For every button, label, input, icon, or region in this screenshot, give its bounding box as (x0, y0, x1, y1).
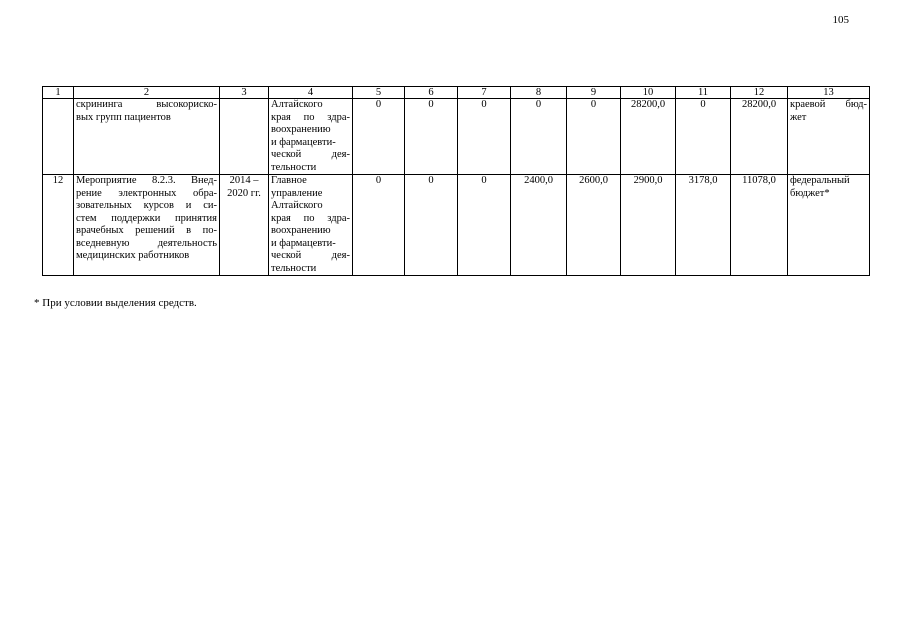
header-cell: 2 (74, 87, 220, 99)
event-name-cell (74, 175, 220, 276)
header-cell: 6 (405, 87, 458, 99)
period-cell (220, 99, 269, 175)
header-cell: 7 (458, 87, 511, 99)
value-cell: 11078,0 (731, 175, 788, 276)
text-line: жет (790, 111, 807, 123)
header-cell: 12 (731, 87, 788, 99)
text-line: воохранению (271, 225, 331, 236)
text-line: краевой бюд- (790, 99, 867, 110)
text-line: тельности (271, 161, 317, 173)
header-cell: 8 (511, 87, 567, 99)
value-cell: 0 (353, 175, 405, 276)
table-row (43, 175, 870, 276)
text-line: рение электронных обра- (76, 187, 217, 199)
value-cell: 0 (405, 175, 458, 276)
header-cell: 5 (353, 87, 405, 99)
header-cell: 4 (269, 87, 353, 99)
event-name-cell (74, 99, 220, 175)
text-line: и фармацевти- (271, 136, 336, 148)
header-cell: 3 (220, 87, 269, 99)
value-cell: 0 (567, 99, 621, 175)
header-cell: 11 (676, 87, 731, 99)
text-line: Алтайского (271, 200, 323, 211)
value-cell: 28200,0 (731, 99, 788, 175)
table-row (43, 99, 870, 175)
text-line: скрининга высокориско- (76, 99, 217, 110)
header-cell: 13 (788, 87, 870, 99)
text-line: ческой дея- (271, 250, 350, 261)
text-line: и фармацевти- (271, 237, 336, 249)
value-cell: 0 (353, 99, 405, 175)
text-line: тельности (271, 262, 317, 274)
text-line: зовательных курсов и си- (76, 200, 217, 211)
value-cell: 0 (511, 99, 567, 175)
value-cell: 3178,0 (676, 175, 731, 276)
text-line: 2014 – (229, 175, 259, 186)
value-cell: 0 (458, 99, 511, 175)
text-line: Главное (271, 175, 307, 186)
text-line: воохранению (271, 124, 331, 135)
funding-source-cell (788, 175, 870, 276)
header-cell: 1 (43, 87, 74, 99)
value-cell: 2900,0 (621, 175, 676, 276)
text-line: вых групп пациентов (76, 111, 171, 123)
value-cell: 0 (676, 99, 731, 175)
text-line: вседневную деятельность (76, 237, 217, 249)
text-line: края по здра- (271, 111, 350, 123)
header-row (43, 87, 870, 99)
value-cell: 0 (405, 99, 458, 175)
text-line: стем поддержки принятия (76, 212, 217, 224)
value-cell: 2600,0 (567, 175, 621, 276)
executor-cell (269, 99, 353, 175)
row-number: 12 (43, 175, 74, 276)
text-line: 2020 гг. (227, 187, 261, 199)
text-line: федеральный (790, 175, 850, 186)
text-line: Алтайского (271, 99, 323, 110)
header-cell: 9 (567, 87, 621, 99)
text-line: управление (271, 187, 323, 199)
funding-source-cell (788, 99, 870, 175)
text-line: бюджет* (790, 187, 830, 199)
header-cell: 10 (621, 87, 676, 99)
text-line: края по здра- (271, 212, 350, 224)
executor-cell (269, 175, 353, 276)
page-number: 105 (832, 14, 849, 26)
footnote: * При условии выделения средств. (34, 297, 197, 309)
value-cell: 28200,0 (621, 99, 676, 175)
text-line: Мероприятие 8.2.3. Внед- (76, 175, 217, 186)
text-line: врачебных решений в по- (76, 225, 217, 236)
row-number (43, 99, 74, 175)
text-line: ческой дея- (271, 149, 350, 160)
period-cell (220, 175, 269, 276)
value-cell: 2400,0 (511, 175, 567, 276)
value-cell: 0 (458, 175, 511, 276)
budget-table (42, 86, 870, 276)
text-line: медицинских работников (76, 250, 190, 261)
